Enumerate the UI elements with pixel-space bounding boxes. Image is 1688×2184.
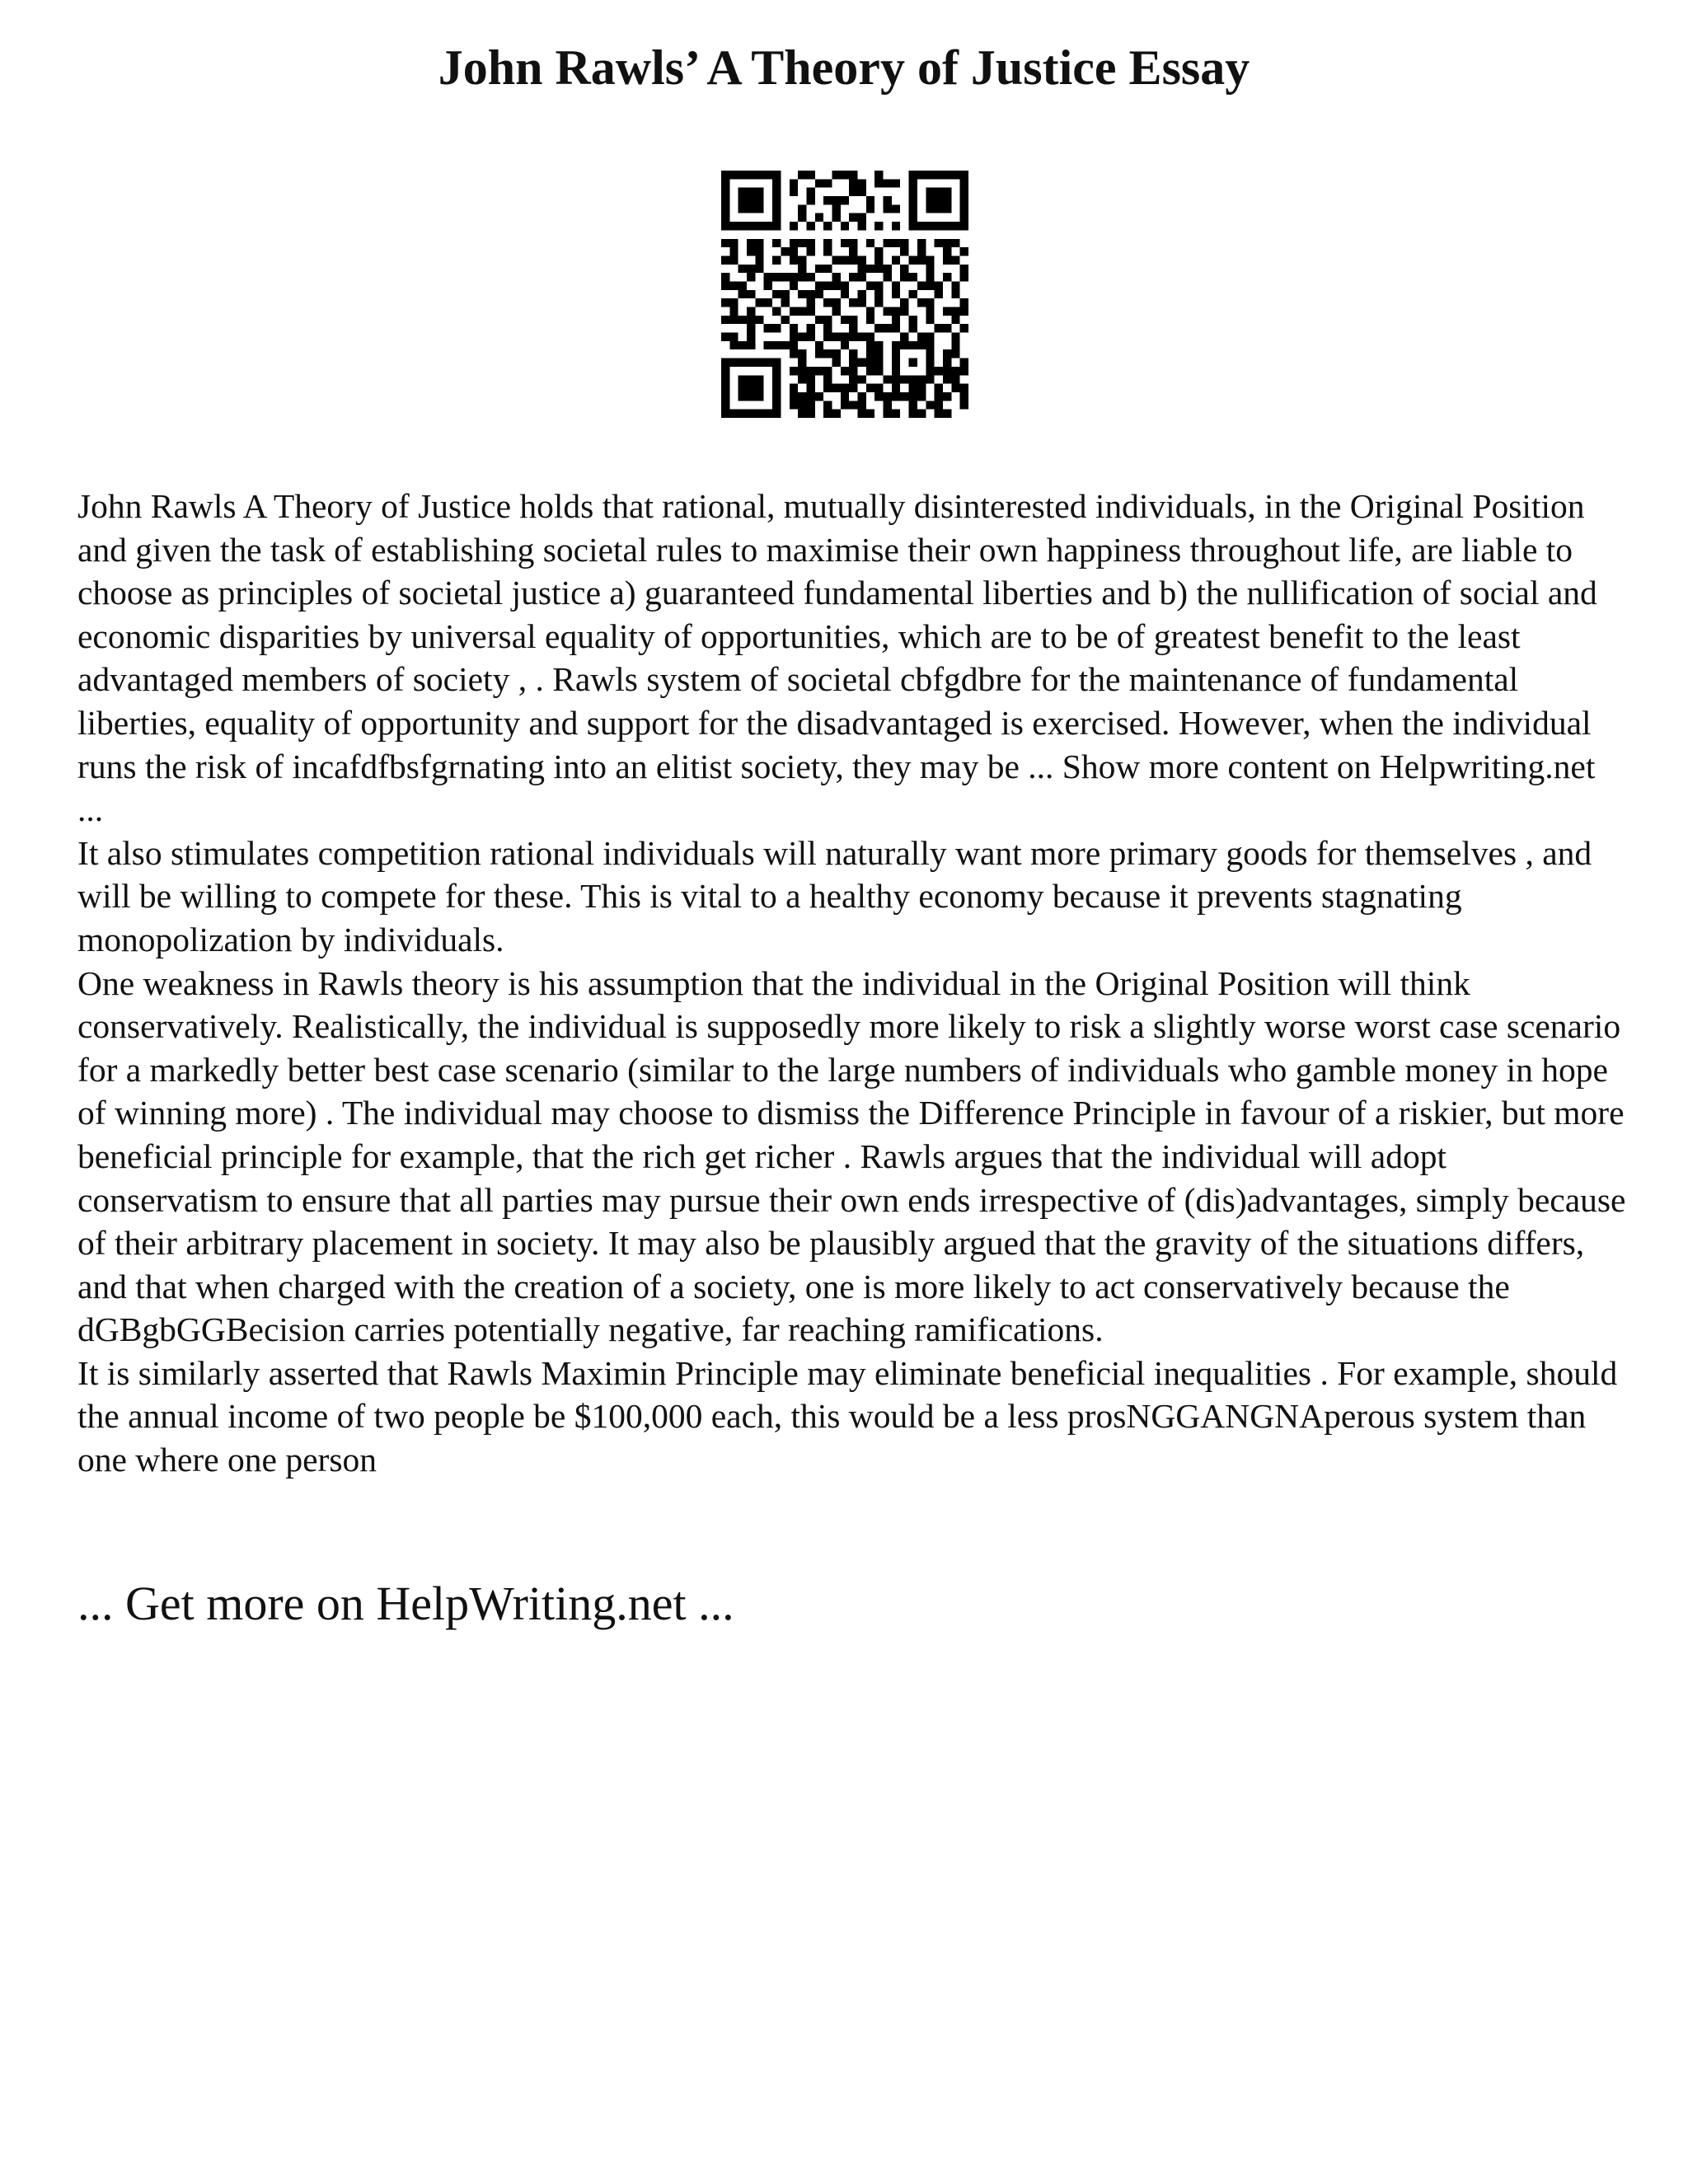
paragraph-4: It is similarly asserted that Rawls Maximin Principle may eliminate beneficial inequalities . For example, should the annual income of two people be $100,000 each, this would be a less prosNGGANGNAperous system than one where one person (77, 1353, 1618, 1479)
qr-code-graphic (721, 171, 968, 418)
essay-body (77, 485, 1627, 1482)
paragraph-3: One weakness in Rawls theory is his assumption that the individual in the Original Position will think conservatively. Realistically, the individual is supposedly more likely to risk a slightly worse worst case scenario for a markedly better best case scenario (similar to the large numbers of individuals who gamble money in hope of winning more) . The individual may choose to dismiss the Difference Principle in favour of a riskier, but more beneficial principle for example, that the rich get richer . Rawls argues that the individual will adopt conservatism to ensure that all parties may pursue their own ends irrespective of (dis)advantages, simply because of their arbitrary placement in society. It may also be plausibly argued that the gravity of the situations differs, and that when charged with the creation of a society, one is more likely to act conservatively because the dGBgbGGBecision carries potentially negative, far reaching ramifications. (77, 963, 1626, 1349)
get-more-link[interactable]: ... Get more on HelpWriting.net ... (77, 1577, 734, 1630)
qr-code-icon (721, 171, 968, 418)
paragraph-2: It also stimulates competition rational individuals will naturally want more primary goods for themselves , and will be willing to compete for these. This is vital to a healthy economy because it prevents stagnating monopolization by individuals. (77, 833, 1592, 958)
document-title: John Rawls’ A Theory of Justice Essay (438, 40, 1250, 95)
paragraph-1: John Rawls A Theory of Justice holds that rational, mutually disinterested individuals, in the Original Position and given the task of establishing societal rules to maximise their own happiness throughout life, are liable to choose as principles of societal justice a) guaranteed fundamental liberties and b) the nullification of social and economic disparities by universal equality of opportunities, which are to be of greatest benefit to the least advantaged members of society , . Rawls system of societal cbfgdbre for the maintenance of fundamental liberties, equality of opportunity and support for the disadvantaged is exercised. However, when the individual runs the risk of incafdfbsfgrnating into an elitist society, they may be ... Show more content on Helpwriting.net ... (77, 487, 1597, 829)
